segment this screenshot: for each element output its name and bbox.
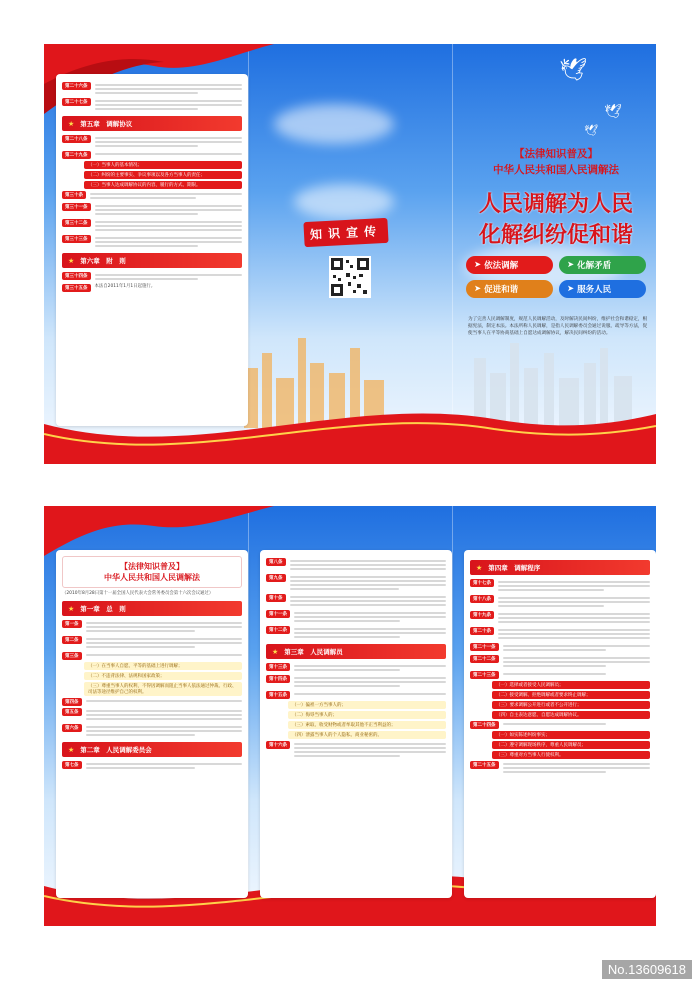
brochure-front	[44, 44, 656, 464]
list-item: （二）遵守调解现场秩序，尊重人民调解员；	[492, 741, 650, 749]
article-block	[266, 741, 446, 759]
article-label: 第二十五条	[470, 761, 499, 769]
dove-icon: 🕊	[559, 58, 587, 83]
article-block	[62, 203, 242, 217]
article-block	[62, 708, 242, 722]
article-label: 第十八条	[470, 595, 494, 603]
article-label: 第十五条	[266, 691, 290, 699]
article-block	[62, 191, 242, 201]
panel-header	[62, 556, 242, 588]
article-block	[266, 558, 446, 572]
tag: ➤ 服务人民	[559, 280, 646, 298]
article-label: 第二十九条	[62, 151, 91, 159]
article-block	[470, 611, 650, 625]
article-label: 第二十四条	[470, 721, 499, 729]
article-block	[470, 579, 650, 593]
article-block	[470, 761, 650, 775]
article-block	[266, 610, 446, 624]
article-label: 第五条	[62, 708, 82, 716]
arrow-icon: ➤	[474, 260, 482, 270]
article-label: 第九条	[266, 574, 286, 582]
article-block	[266, 675, 446, 689]
article-block	[266, 574, 446, 592]
article-label: 第三十二条	[62, 219, 91, 227]
article-block	[62, 284, 242, 292]
article-label: 第二十三条	[470, 671, 499, 679]
image-id-watermark: No.13609618	[602, 960, 692, 979]
list-item: （二）接受调解、拒绝调解或者要求终止调解；	[492, 691, 650, 699]
front-left-panel	[56, 74, 248, 426]
article-block	[470, 721, 650, 729]
list-item: （一）在当事人自愿、平等的基础上进行调解；	[84, 662, 242, 670]
chapter-heading: ★ 第三章 人民调解员	[266, 644, 446, 659]
list-item: （一）如实陈述纠纷事实；	[492, 731, 650, 739]
article-block	[470, 627, 650, 641]
article-label: 第二十七条	[62, 98, 91, 106]
article-label: 第三十三条	[62, 235, 91, 243]
list-item: （二）不违背法律、法规和国家政策；	[84, 672, 242, 680]
article-label: 第八条	[266, 558, 286, 566]
arrow-icon: ➤	[474, 284, 482, 294]
qr-code	[329, 256, 371, 298]
article-block	[62, 272, 242, 282]
list-item: （二）纠纷的主要事实、争议事项以及各方当事人的责任；	[84, 171, 242, 179]
cover-title: 化解纠纷促和谐	[478, 222, 633, 248]
cover-tags	[466, 256, 646, 298]
star-icon: ★	[68, 745, 75, 754]
cover-intro: 为了完善人民调解制度，规范人民调解活动，及时解决民间纠纷，维护社会和谐稳定，根据宪法，制定本法。本法所称人民调解，是指人民调解委员会通过说服、疏导等方法，促使当事人在平等协商基础上自愿达成调解协议，解决民间纠纷的活动。	[468, 317, 648, 336]
arrow-icon: ➤	[567, 284, 575, 294]
article-label: 第十二条	[266, 626, 290, 634]
article-block	[470, 643, 650, 653]
article-block	[62, 98, 242, 112]
back-right-panel	[464, 550, 656, 898]
list-item: （四）自主表达意愿、自愿达成调解协议。	[492, 711, 650, 719]
article-label: 第三十四条	[62, 272, 91, 280]
tag: ➤ 促进和谐	[466, 280, 553, 298]
list-item: （四）泄露当事人的个人隐私、商业秘密的。	[288, 731, 446, 739]
article-block	[62, 235, 242, 249]
panel-subtitle: 中华人民共和国人民调解法	[104, 573, 200, 582]
article-block	[62, 151, 242, 159]
article-block	[62, 698, 242, 706]
article-label: 第一条	[62, 620, 82, 628]
brochure-back	[44, 506, 656, 926]
article-block	[470, 655, 650, 669]
cover-subtitle: 【法律知识普及】	[514, 148, 598, 160]
tag: ➤ 依法调解	[466, 256, 553, 274]
list-item: （三）当事人达成调解协议的内容，履行的方式、期限。	[84, 181, 242, 189]
article-label: 第十七条	[470, 579, 494, 587]
article-label: 第十九条	[470, 611, 494, 619]
article-label: 第二十一条	[470, 643, 499, 651]
article-block	[62, 652, 242, 660]
article-label: 第二十六条	[62, 82, 91, 90]
article-block	[470, 595, 650, 609]
star-icon: ★	[68, 119, 75, 128]
list-item: （三）要求调解公开进行或者不公开进行；	[492, 701, 650, 709]
article-label: 第三十五条	[62, 284, 91, 292]
back-middle-panel	[260, 550, 452, 898]
article-label: 第十一条	[266, 610, 290, 618]
article-block	[266, 626, 446, 640]
cloud	[294, 184, 394, 219]
article-label: 第六条	[62, 724, 82, 732]
article-label: 第十六条	[266, 741, 290, 749]
article-block	[62, 135, 242, 149]
article-label: 第二十二条	[470, 655, 499, 663]
arrow-icon: ➤	[567, 260, 575, 270]
list-item: （三）尊重对方当事人行使权利。	[492, 751, 650, 759]
article-label: 第十三条	[266, 663, 290, 671]
list-item: （一）当事人的基本情况；	[84, 161, 242, 169]
list-item: （三）尊重当事人的权利，不得因调解而阻止当事人依法通过仲裁、行政、司法等途径维护自己的权利。	[84, 682, 242, 696]
article-label: 第三十一条	[62, 203, 91, 211]
tag: ➤ 化解矛盾	[559, 256, 646, 274]
knowledge-badge: 知识宣传	[304, 220, 388, 245]
article-block	[470, 671, 650, 679]
article-block	[266, 663, 446, 673]
article-block	[62, 724, 242, 738]
star-icon: ★	[476, 563, 483, 572]
cover-subtitle: 中华人民共和国人民调解法	[493, 164, 619, 176]
dove-icon: 🕊	[584, 124, 598, 137]
article-label: 第十条	[266, 594, 286, 602]
article-block	[62, 219, 242, 233]
article-label: 第七条	[62, 761, 82, 769]
article-block	[266, 691, 446, 699]
chapter-heading: ★ 第二章 人民调解委员会	[62, 742, 242, 757]
cloud	[274, 104, 394, 144]
article-block	[266, 594, 446, 608]
chapter-heading: ★ 第五章 调解协议	[62, 116, 242, 131]
article-block	[62, 620, 242, 634]
cover-header	[456, 146, 656, 249]
article-label: 第三十条	[62, 191, 86, 199]
cover-title: 人民调解为人民	[478, 191, 633, 217]
list-item: （三）索取、收受财物或者牟取其他不正当利益的；	[288, 721, 446, 729]
panel-subtitle: 【法律知识普及】	[120, 562, 184, 571]
effective-date: 本法自2011年1月1日起施行。	[94, 284, 156, 289]
article-block	[62, 636, 242, 650]
chapter-heading: ★ 第四章 调解程序	[470, 560, 650, 575]
article-label: 第四条	[62, 698, 82, 706]
star-icon: ★	[68, 256, 75, 265]
chapter-heading: ★ 第六章 附 则	[62, 253, 242, 268]
list-item: （一）选择或者接受人民调解员；	[492, 681, 650, 689]
article-label: 第三条	[62, 652, 82, 660]
chapter-heading: ★ 第一章 总 则	[62, 601, 242, 616]
star-icon: ★	[68, 604, 75, 613]
adoption-note: （2010年8月28日第十一届全国人民代表大会常务委员会第十六次会议通过）	[62, 591, 214, 596]
star-icon: ★	[272, 647, 279, 656]
article-block	[62, 82, 242, 96]
list-item: （一）偏袒一方当事人的；	[288, 701, 446, 709]
back-left-panel	[56, 550, 248, 898]
article-block	[62, 761, 242, 771]
article-label: 第二条	[62, 636, 82, 644]
list-item: （二）侮辱当事人的；	[288, 711, 446, 719]
article-label: 第二十条	[470, 627, 494, 635]
dove-icon: 🕊	[604, 104, 622, 120]
article-label: 第十四条	[266, 675, 290, 683]
article-label: 第二十八条	[62, 135, 91, 143]
